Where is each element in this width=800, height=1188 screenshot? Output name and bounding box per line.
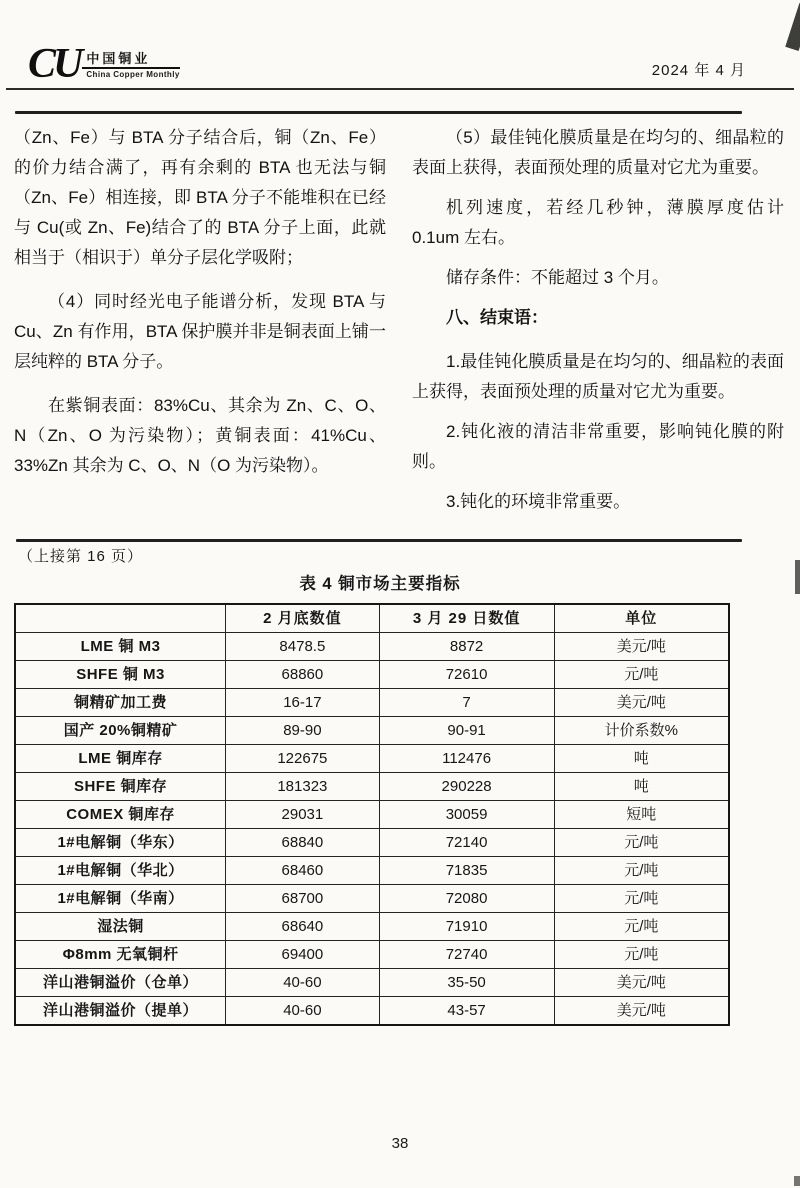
conclusion-item: 3.钝化的环境非常重要。: [446, 492, 631, 511]
section-divider-rule: [16, 539, 742, 542]
row-label: Φ8mm 无氧铜杆: [15, 941, 226, 969]
row-value: 68460: [226, 857, 380, 885]
row-label: 洋山港铜溢价（提单）: [15, 997, 226, 1026]
table-row: [15, 969, 729, 997]
row-value: 吨: [554, 773, 729, 801]
row-value: 68640: [226, 913, 380, 941]
row-value: 72610: [379, 661, 554, 689]
row-label: 国产 20%铜精矿: [15, 717, 226, 745]
row-value: 7: [379, 689, 554, 717]
scan-artifact: [794, 1176, 800, 1186]
row-value: 72080: [379, 885, 554, 913]
left-column: [14, 123, 386, 529]
scan-artifact: [795, 560, 800, 594]
row-value: 计价系数%: [554, 717, 729, 745]
row-value: 美元/吨: [554, 633, 729, 661]
masthead: [28, 40, 746, 87]
row-value: 68860: [226, 661, 380, 689]
row-value: 元/吨: [554, 913, 729, 941]
row-value: 8478.5: [226, 633, 380, 661]
row-value: 122675: [226, 745, 380, 773]
row-label: COMEX 铜库存: [15, 801, 226, 829]
row-value: 元/吨: [554, 829, 729, 857]
row-value: 元/吨: [554, 941, 729, 969]
row-value: 美元/吨: [554, 969, 729, 997]
page-footer: [0, 1135, 800, 1152]
row-value: 181323: [226, 773, 380, 801]
article-columns: [14, 123, 784, 529]
column-header-indicator: [15, 604, 226, 633]
table-row: [15, 913, 729, 941]
row-value: 美元/吨: [554, 689, 729, 717]
row-value: 90-91: [379, 717, 554, 745]
right-column: [412, 123, 784, 529]
page-number: 38: [391, 1135, 409, 1152]
row-label: 1#电解铜（华北）: [15, 857, 226, 885]
paragraph: 机列速度，若经几秒钟，薄膜厚度估计 0.1um 左右。: [412, 198, 784, 247]
paragraph: 在紫铜表面：83%Cu、其余为 Zn、C、O、N（Zn、O 为污染物）；黄铜表面：41%Cu、33%Zn 其余为 C、O、N（O 为污染物）。: [14, 396, 386, 475]
row-value: 元/吨: [554, 857, 729, 885]
row-value: 16-17: [226, 689, 380, 717]
row-value: 69400: [226, 941, 380, 969]
logo-cu-mark: CU: [28, 41, 81, 87]
paragraph: 储存条件：不能超过 3 个月。: [446, 268, 669, 287]
row-value: 短吨: [554, 801, 729, 829]
row-value: 71910: [379, 913, 554, 941]
copper-market-table: [14, 603, 730, 1026]
row-value: 72140: [379, 829, 554, 857]
row-label: LME 铜库存: [15, 745, 226, 773]
column-header-mar29: 3 月 29 日数值: [379, 604, 554, 633]
logo-chinese-title: 中国铜业: [82, 52, 179, 69]
row-value: 29031: [226, 801, 380, 829]
row-value: 112476: [379, 745, 554, 773]
column-header-feb: 2 月底数值: [226, 604, 380, 633]
row-label: 湿法铜: [15, 913, 226, 941]
scan-artifact: [785, 3, 800, 51]
row-value: 40-60: [226, 997, 380, 1026]
row-value: 68840: [226, 829, 380, 857]
row-value: 72740: [379, 941, 554, 969]
table-row: [15, 773, 729, 801]
row-value: 68700: [226, 885, 380, 913]
column-header-unit: 单位: [554, 604, 729, 633]
table-row: [15, 829, 729, 857]
paragraph: （5）最佳钝化膜质量是在均匀的、细晶粒的表面上获得，表面预处理的质量对它尤为重要。: [412, 128, 784, 177]
row-value: 吨: [554, 745, 729, 773]
paragraph: （4）同时经光电子能谱分析，发现 BTA 与 Cu、Zn 有作用，BTA 保护膜并非是铜表面上铺一层纯粹的 BTA 分子。: [14, 292, 386, 371]
table-row: [15, 633, 729, 661]
row-value: 290228: [379, 773, 554, 801]
table-row: [15, 885, 729, 913]
header-rule: [6, 88, 794, 90]
table-row: [15, 717, 729, 745]
table-row: [15, 857, 729, 885]
table-row: [15, 689, 729, 717]
logo-english-title: China Copper Monthly: [86, 70, 180, 79]
table-row: [15, 941, 729, 969]
continuation-note: （上接第 16 页）: [18, 548, 144, 565]
publication-logo: [28, 41, 180, 87]
table-row: [15, 661, 729, 689]
row-value: 30059: [379, 801, 554, 829]
issue-date: 2024 年 4 月: [651, 62, 746, 79]
row-value: 89-90: [226, 717, 380, 745]
row-label: 1#电解铜（华南）: [15, 885, 226, 913]
logo-text-block: [82, 52, 179, 79]
row-label: LME 铜 M3: [15, 633, 226, 661]
table-row: [15, 801, 729, 829]
table-header-row: [15, 604, 729, 633]
row-label: 洋山港铜溢价（仓单）: [15, 969, 226, 997]
table-title: 表 4 铜市场主要指标: [299, 575, 461, 593]
row-value: 40-60: [226, 969, 380, 997]
conclusion-item: 1.最佳钝化膜质量是在均匀的、细晶粒的表面上获得，表面预处理的质量对它尤为重要。: [412, 352, 784, 401]
row-label: 铜精矿加工费: [15, 689, 226, 717]
header-heavy-rule: [15, 111, 742, 114]
table-body: [15, 633, 729, 1026]
row-label: SHFE 铜 M3: [15, 661, 226, 689]
conclusion-heading: 八、结束语：: [446, 308, 548, 327]
row-label: 1#电解铜（华东）: [15, 829, 226, 857]
row-label: SHFE 铜库存: [15, 773, 226, 801]
row-value: 8872: [379, 633, 554, 661]
row-value: 71835: [379, 857, 554, 885]
row-value: 35-50: [379, 969, 554, 997]
row-value: 元/吨: [554, 661, 729, 689]
row-value: 元/吨: [554, 885, 729, 913]
row-value: 43-57: [379, 997, 554, 1026]
table-row: [15, 745, 729, 773]
table-row: [15, 997, 729, 1026]
row-value: 美元/吨: [554, 997, 729, 1026]
paragraph: （Zn、Fe）与 BTA 分子结合后，铜（Zn、Fe）的价力结合满了，再有余剩的 BTA 也无法与铜（Zn、Fe）相连接，即 BTA 分子不能堆积在已经与 Cu(或 Zn、Fe)结合了的 BTA 分子上面，此就相当于（相识于）单分子层化学吸附；: [14, 128, 386, 267]
conclusion-item: 2.钝化液的清洁非常重要，影响钝化膜的附则。: [412, 422, 784, 471]
